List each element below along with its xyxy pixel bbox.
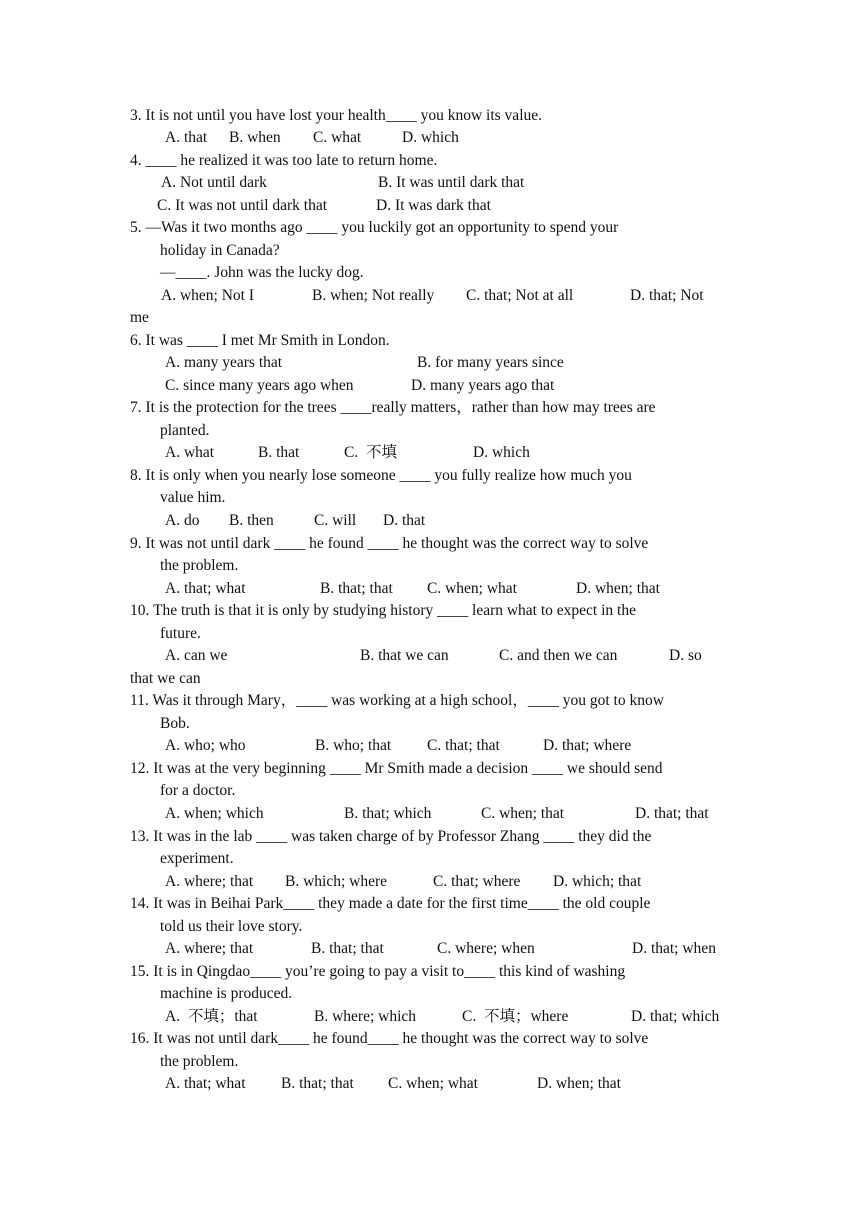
question-stem-line: for a doctor.	[160, 782, 236, 799]
answer-option: C. will	[314, 512, 357, 529]
answer-option-wrap: that we can	[130, 670, 201, 687]
question-stem-line: 6. It was ____ I met Mr Smith in London.	[130, 332, 390, 349]
answer-option: A. where; that	[165, 873, 254, 890]
answer-option: C. 不填；where	[462, 1008, 569, 1025]
answer-option: A. what	[165, 444, 215, 461]
answer-option: C. that; that	[427, 737, 500, 754]
answer-option: D. that; Not	[630, 287, 704, 304]
question-stem-line: 9. It was not until dark ____ he found ____ he thought was the correct way to solve	[130, 535, 649, 552]
question-stem-line: 12. It was at the very beginning ____ Mr Smith made a decision ____ we should send	[130, 760, 663, 777]
answer-option: A. when; Not I	[161, 287, 254, 304]
question-stem-line: value him.	[160, 489, 226, 506]
question-stem-line: future.	[160, 625, 201, 642]
answer-option: D. that; which	[631, 1008, 720, 1025]
answer-option: D. when; that	[537, 1075, 621, 1092]
answer-option: D. when; that	[576, 580, 660, 597]
answer-option: C. It was not until dark that	[157, 197, 328, 214]
question-stem-line: holiday in Canada?	[160, 242, 280, 259]
answer-option: C. that; Not at all	[466, 287, 574, 304]
answer-option: B. then	[229, 512, 274, 529]
question-stem-line: 3. It is not until you have lost your health____ you know its value.	[130, 107, 542, 124]
question-stem-line: 15. It is in Qingdao____ you’re going to pay a visit to____ this kind of washing	[130, 963, 626, 980]
question-stem-line: machine is produced.	[160, 985, 293, 1002]
answer-option: B. which; where	[285, 873, 388, 890]
question-stem-line: —____. John was the lucky dog.	[160, 264, 364, 281]
answer-option: A. when; which	[165, 805, 264, 822]
answer-option: A. that; what	[165, 580, 246, 597]
answer-option: A. many years that	[165, 354, 283, 371]
question-stem-line: 5. —Was it two months ago ____ you luckily got an opportunity to spend your	[130, 219, 619, 236]
answer-option: C. what	[313, 129, 362, 146]
answer-option: C. when; what	[427, 580, 517, 597]
question-stem-line: planted.	[160, 422, 210, 439]
answer-option: C. 不填	[344, 444, 397, 461]
answer-option: B. that; which	[344, 805, 432, 822]
answer-option: B. when; Not really	[312, 287, 435, 304]
answer-option: D. which; that	[553, 873, 642, 890]
answer-option: A. Not until dark	[161, 174, 267, 191]
answer-option: B. that; that	[311, 940, 384, 957]
answer-option: D. that	[383, 512, 426, 529]
question-stem-line: told us their love story.	[160, 918, 303, 935]
answer-option: D. many years ago that	[411, 377, 555, 394]
answer-option: D. that; when	[632, 940, 716, 957]
answer-option: B. that; that	[281, 1075, 354, 1092]
answer-option: A. can we	[165, 647, 228, 664]
answer-option: C. when; what	[388, 1075, 478, 1092]
answer-option-wrap: me	[130, 309, 149, 326]
answer-option: C. since many years ago when	[165, 377, 354, 394]
question-stem-line: Bob.	[160, 715, 190, 732]
answer-option: B. who; that	[315, 737, 392, 754]
answer-option: C. and then we can	[499, 647, 618, 664]
question-stem-line: 10. The truth is that it is only by studying history ____ learn what to expect in the	[130, 602, 636, 619]
answer-option: B. that; that	[320, 580, 393, 597]
question-stem-line: 14. It was in Beihai Park____ they made a date for the first time____ the old couple	[130, 895, 651, 912]
answer-option: B. where; which	[314, 1008, 417, 1025]
answer-option: D. which	[402, 129, 459, 146]
answer-option: A. that	[165, 129, 208, 146]
answer-option: B. It was until dark that	[378, 174, 525, 191]
question-stem-line: 16. It was not until dark____ he found____ he thought was the correct way to solve	[130, 1030, 649, 1047]
answer-option: D. which	[473, 444, 530, 461]
answer-option: B. that we can	[360, 647, 449, 664]
question-stem-line: 13. It was in the lab ____ was taken charge of by Professor Zhang ____ they did the	[130, 828, 652, 845]
answer-option: A. where; that	[165, 940, 254, 957]
answer-option: D. so	[669, 647, 702, 664]
question-stem-line: 11. Was it through Mary，____ was working at a high school，____ you got to know	[130, 692, 664, 709]
answer-option: C. where; when	[437, 940, 535, 957]
answer-option: A. that; what	[165, 1075, 246, 1092]
question-stem-line: the problem.	[160, 557, 239, 574]
question-stem-line: experiment.	[160, 850, 234, 867]
answer-option: A. who; who	[165, 737, 246, 754]
answer-option: B. that	[258, 444, 300, 461]
answer-option: D. that; where	[543, 737, 632, 754]
answer-option: A. do	[165, 512, 200, 529]
answer-option: B. for many years since	[417, 354, 564, 371]
question-stem-line: 7. It is the protection for the trees ____really matters，rather than how may trees are	[130, 399, 656, 416]
answer-option: D. It was dark that	[376, 197, 491, 214]
answer-option: C. when; that	[481, 805, 565, 822]
question-stem-line: the problem.	[160, 1053, 239, 1070]
question-stem-line: 8. It is only when you nearly lose someone ____ you fully realize how much you	[130, 467, 632, 484]
answer-option: A. 不填；that	[165, 1008, 258, 1025]
answer-option: C. that; where	[433, 873, 521, 890]
answer-option: B. when	[229, 129, 281, 146]
answer-option: D. that; that	[635, 805, 709, 822]
question-stem-line: 4. ____ he realized it was too late to return home.	[130, 152, 438, 169]
